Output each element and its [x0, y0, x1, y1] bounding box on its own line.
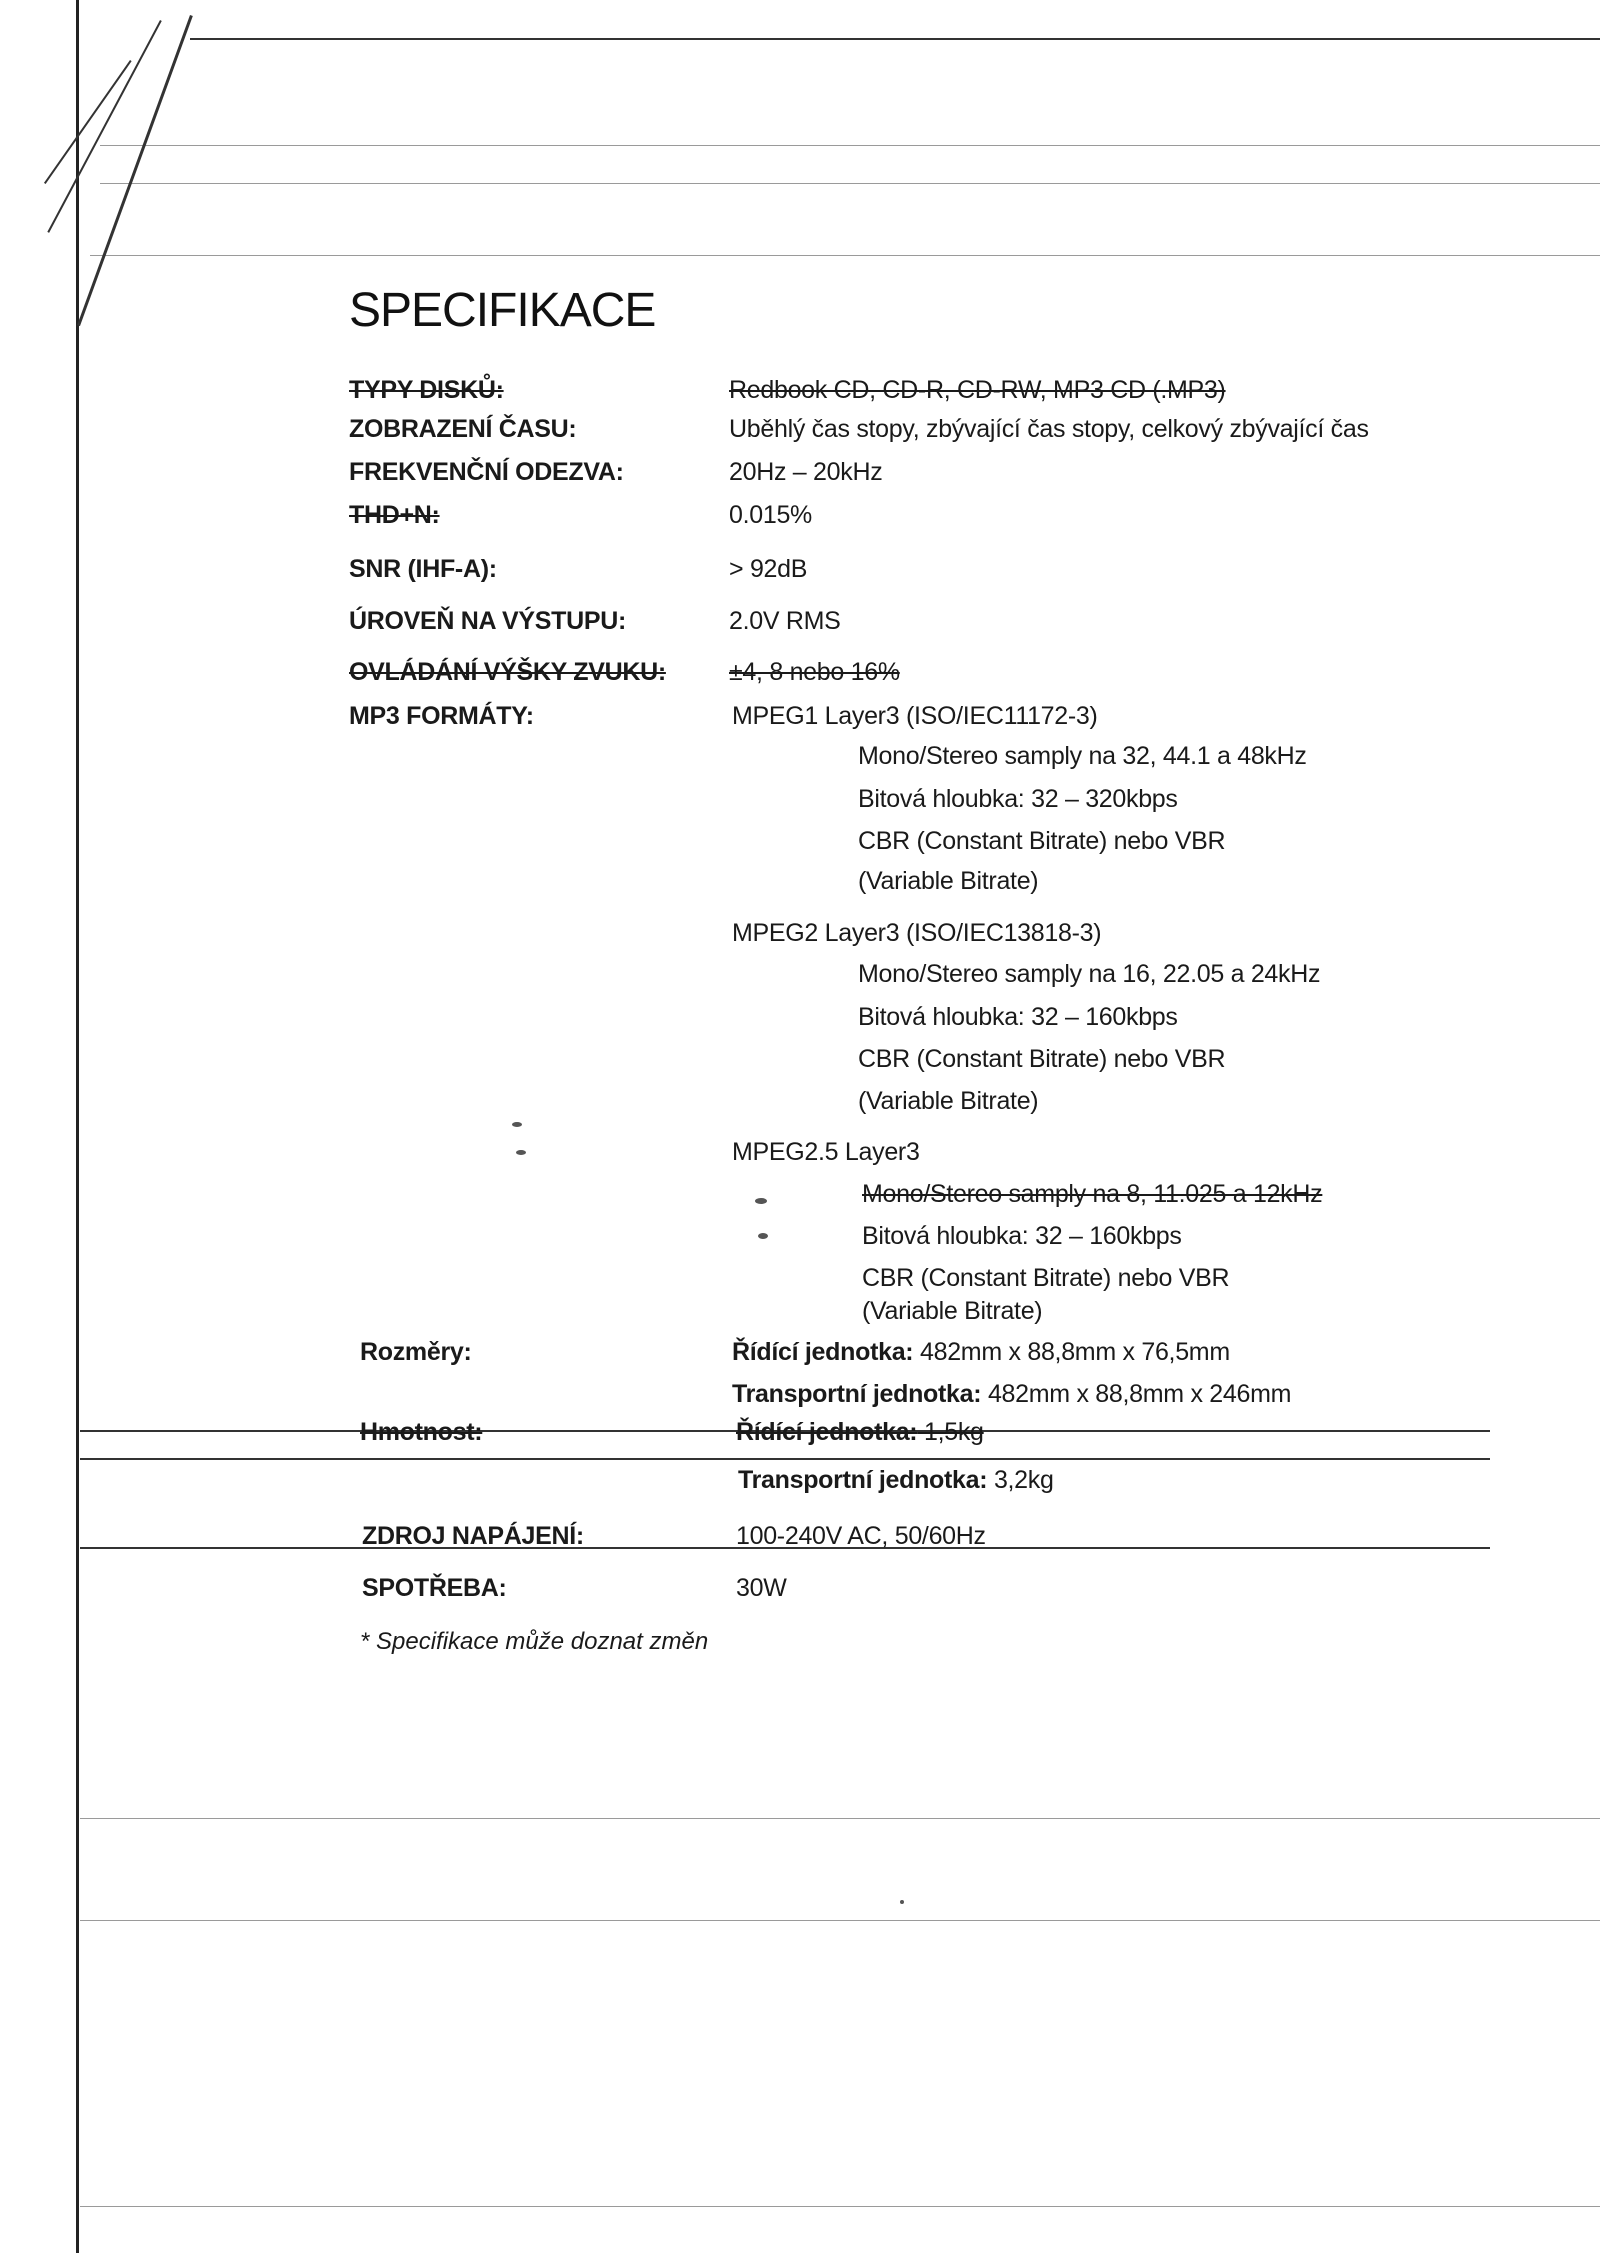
dimension-row [732, 1380, 1291, 1409]
mp3-format-detail: CBR (Constant Bitrate) nebo VBR [862, 1264, 1230, 1292]
spec-label: SPOTŘEBA: [362, 1574, 507, 1602]
mp3-format-detail: (Variable Bitrate) [862, 1297, 1043, 1325]
spec-value: 2.0V RMS [729, 607, 841, 635]
scan-line [80, 1458, 1490, 1460]
scan-speck [512, 1122, 522, 1127]
spec-label: MP3 FORMÁTY: [349, 702, 534, 730]
scan-line [100, 183, 1600, 184]
mp3-format-detail: Mono/Stereo samply na 8, 11.025 a 12kHz [862, 1180, 1323, 1208]
spec-label: ZOBRAZENÍ ČASU: [349, 415, 577, 443]
spec-value: 0.015% [729, 501, 812, 529]
scan-line [80, 2206, 1600, 2207]
scan-line [80, 1920, 1600, 1921]
weight-value: 1,5kg [924, 1418, 984, 1446]
spec-label: Rozměry: [360, 1338, 472, 1366]
footnote: * Specifikace může doznat změn [360, 1628, 709, 1655]
weight-row [736, 1418, 984, 1447]
page-title: SPECIFIKACE [349, 284, 656, 337]
mp3-format-detail: Bitová hloubka: 32 – 160kbps [862, 1222, 1182, 1250]
scan-line [190, 38, 1600, 40]
dimension-value: 482mm x 88,8mm x 246mm [987, 1380, 1292, 1408]
mp3-format-detail: Mono/Stereo samply na 16, 22.05 a 24kHz [858, 960, 1321, 988]
scan-speck [900, 1900, 904, 1904]
dimension-key: Transportní jednotka: [732, 1380, 982, 1408]
scan-speck [758, 1233, 768, 1239]
spec-label: FREKVENČNÍ ODEZVA: [349, 458, 624, 486]
scan-streak [77, 15, 193, 326]
mp3-format-detail: CBR (Constant Bitrate) nebo VBR [858, 827, 1226, 855]
spec-value: 30W [736, 1574, 787, 1602]
scan-streak [44, 60, 132, 184]
dimension-value: 482mm x 88,8mm x 76,5mm [920, 1338, 1230, 1366]
mp3-format-name: MPEG1 Layer3 (ISO/IEC11172-3) [732, 702, 1098, 730]
spec-label: Hmotnost: [360, 1418, 483, 1446]
spec-value: 100-240V AC, 50/60Hz [736, 1522, 986, 1550]
dimension-key: Řídící jednotka: [732, 1338, 914, 1366]
spec-value: 20Hz – 20kHz [729, 458, 883, 486]
mp3-format-detail: Bitová hloubka: 32 – 320kbps [858, 785, 1178, 813]
spec-value: ±4, 8 nebo 16% [729, 658, 900, 686]
spec-label: THD+N: [349, 501, 440, 529]
weight-value: 3,2kg [993, 1466, 1054, 1494]
mp3-format-detail: (Variable Bitrate) [858, 1087, 1039, 1115]
scan-streak [47, 20, 161, 233]
scan-line [80, 1818, 1600, 1819]
spec-value: Uběhlý čas stopy, zbývající čas stopy, celkový zbývající čas [729, 415, 1369, 443]
spec-label: ZDROJ NAPÁJENÍ: [362, 1522, 584, 1550]
mp3-format-detail: (Variable Bitrate) [858, 867, 1039, 895]
mp3-format-detail: CBR (Constant Bitrate) nebo VBR [858, 1045, 1226, 1073]
weight-key: Transportní jednotka: [738, 1466, 988, 1494]
weight-key: Řídící jednotka: [736, 1418, 918, 1446]
mp3-format-detail: Mono/Stereo samply na 32, 44.1 a 48kHz [858, 742, 1307, 770]
spec-label: SNR (IHF-A): [349, 555, 497, 583]
weight-row [738, 1466, 1054, 1495]
spec-value: > 92dB [729, 555, 808, 583]
dimension-row [732, 1338, 1230, 1367]
spec-value: Redbook CD, CD-R, CD-RW, MP3 CD (.MP3) [729, 376, 1226, 404]
scan-line [100, 145, 1600, 146]
scan-speck [516, 1150, 526, 1155]
mp3-format-detail: Bitová hloubka: 32 – 160kbps [858, 1003, 1178, 1031]
spec-label: ÚROVEŇ NA VÝSTUPU: [349, 607, 627, 635]
mp3-format-name: MPEG2.5 Layer3 [732, 1138, 920, 1166]
spec-label: OVLÁDÁNÍ VÝŠKY ZVUKU: [349, 658, 666, 686]
mp3-format-name: MPEG2 Layer3 (ISO/IEC13818-3) [732, 919, 1102, 947]
spec-label: TYPY DISKŮ: [349, 376, 504, 404]
scan-line [90, 255, 1600, 256]
scan-speck [755, 1198, 767, 1204]
scan-margin-line [76, 0, 79, 2253]
